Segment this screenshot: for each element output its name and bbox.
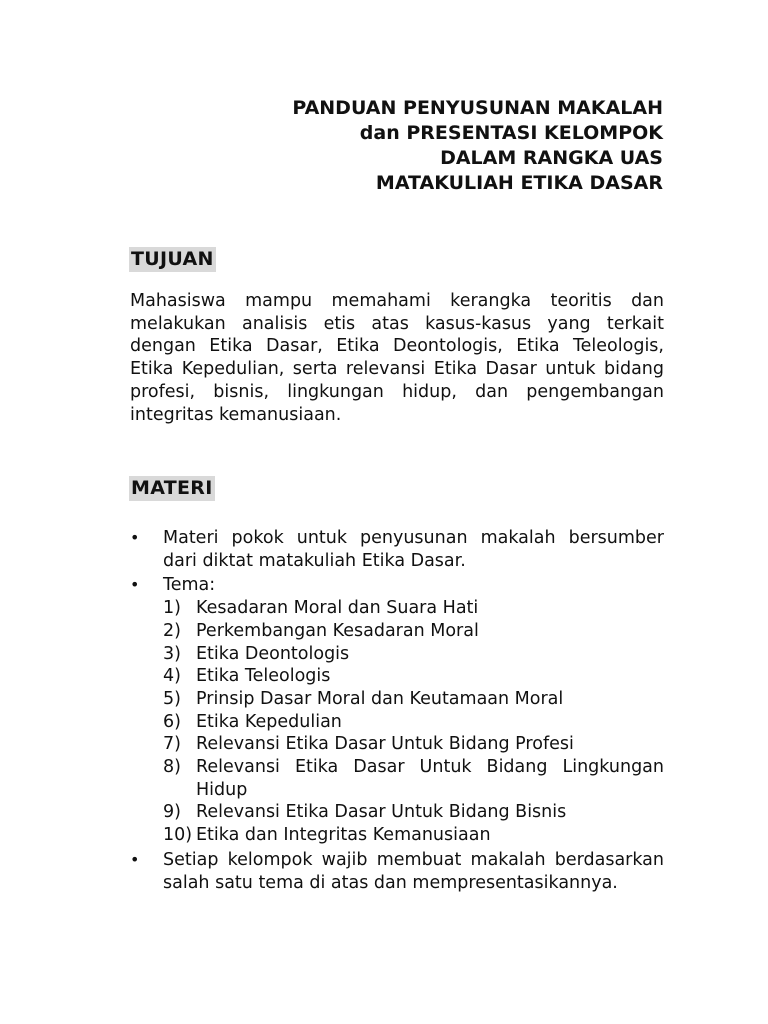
tema-text: Perkembangan Kesadaran Moral [196,620,479,641]
tema-number: 4) [163,666,181,687]
tema-item-3 [163,643,664,666]
tema-item-1 [163,597,664,620]
tema-item-5 [163,688,664,711]
tema-item-10 [163,824,664,847]
tema-text: Relevansi Etika Dasar Untuk Bidang Bisnis [196,802,567,823]
section-heading-materi: MATERI [131,477,213,499]
tema-text: Prinsip Dasar Moral dan Keutamaan Moral [196,688,564,709]
tema-number: 1) [163,598,181,619]
tema-text: Relevansi Etika Dasar Untuk Bidang Lingkungan Hidup [196,757,664,800]
materi-list [130,527,664,896]
bullet-text: Tema: [163,575,216,596]
tema-item-8 [163,756,664,801]
list-item [130,574,664,846]
bullet-icon: • [130,528,140,547]
tema-number: 6) [163,711,181,732]
tema-text: Etika Teleologis [196,666,331,687]
tema-text: Kesadaran Moral dan Suara Hati [196,598,479,619]
title-line-3: DALAM RANGKA UAS [440,147,663,169]
section-heading-tujuan: TUJUAN [131,248,214,270]
title-line-2: dan PRESENTASI KELOMPOK [359,122,663,144]
tema-number: 5) [163,688,181,709]
tujuan-paragraph: Mahasiswa mampu memahami kerangka teoritis dan melakukan analisis etis atas kasus-kasus yang terkait dengan Etika Dasar, Etika Deontologis, Etika Teleologis, Etika Kepedulian, serta relevansi Etika Dasar untuk bidang profesi, bisnis, lingkungan hidup, dan pengembangan integritas kemanusiaan. [130,291,664,425]
tema-number: 10) [163,825,193,846]
title-line-1: PANDUAN PENYUSUNAN MAKALAH [292,97,663,119]
bullet-icon: • [130,575,140,595]
bullet-text: Setiap kelompok wajib membuat makalah berdasarkan salah satu tema di atas dan mempresentasikannya. [163,849,664,893]
bullet-text: Materi pokok untuk penyusunan makalah bersumber dari diktat matakuliah Etika Dasar. [163,528,664,571]
tema-text: Etika dan Integritas Kemanusiaan [196,825,491,846]
tema-number: 9) [163,802,181,823]
tema-number: 3) [163,643,181,664]
tema-item-2 [163,620,664,643]
tema-list [163,597,664,847]
tema-item-4 [163,665,664,688]
tema-text: Etika Deontologis [196,643,350,664]
list-item [130,849,664,894]
tema-text: Relevansi Etika Dasar Untuk Bidang Profesi [196,734,574,755]
tema-number: 8) [163,757,181,778]
document-title [292,96,663,196]
tema-item-7 [163,733,664,756]
list-item [130,527,664,572]
tema-number: 7) [163,734,181,755]
tema-item-6 [163,711,664,734]
tema-text: Etika Kepedulian [196,711,342,732]
tema-item-9 [163,801,664,824]
title-line-4: MATAKULIAH ETIKA DASAR [375,172,663,194]
bullet-icon: • [130,849,140,869]
tema-number: 2) [163,620,181,641]
